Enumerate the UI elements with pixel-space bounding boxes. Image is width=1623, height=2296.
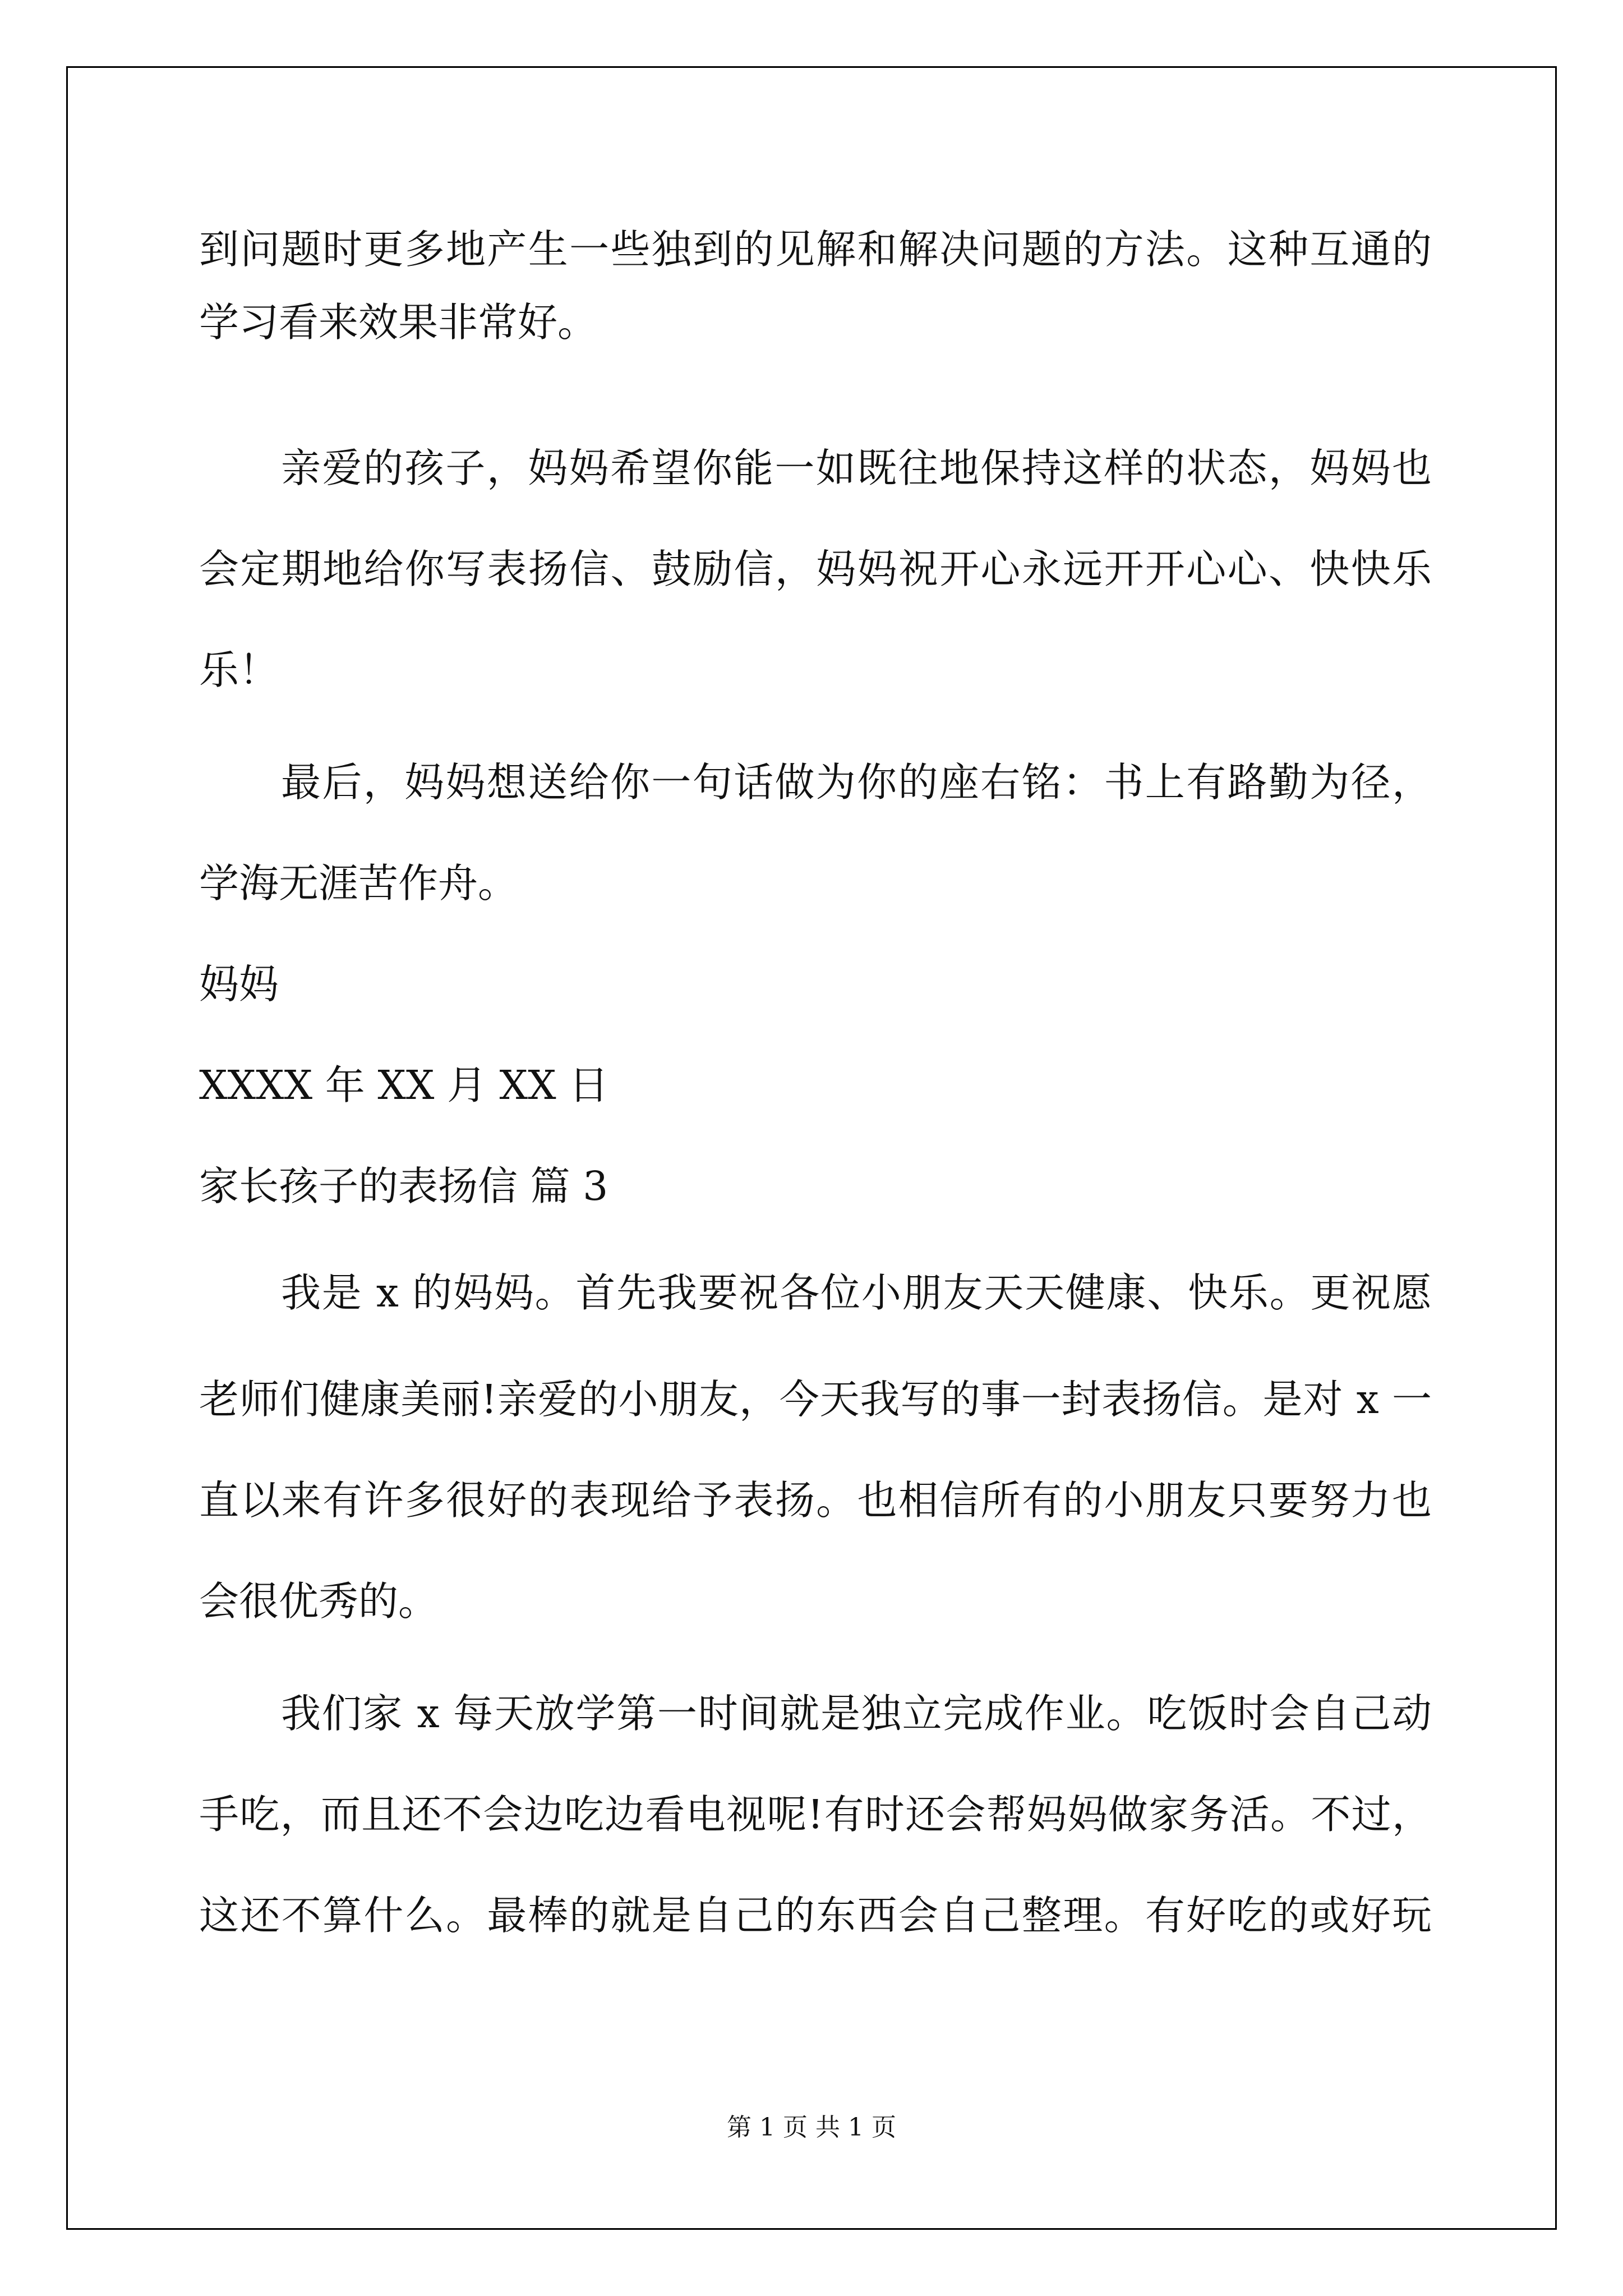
text-line: 亲爱的孩子，妈妈希望你能一如既往地保持这样的状态，妈妈也 bbox=[281, 445, 1432, 491]
text-line: 到问题时更多地产生一些独到的见解和解决问题的方法。这种互通的 bbox=[199, 226, 1432, 273]
text-line: 最后，妈妈想送给你一句话做为你的座右铭：书上有路勤为径， bbox=[281, 759, 1432, 806]
text-line: 直以来有许多很好的表现给予表扬。也相信所有的小朋友只要努力也 bbox=[199, 1477, 1432, 1524]
text-line: 乐！ bbox=[199, 647, 279, 693]
text-line: 我是 x 的妈妈。首先我要祝各位小朋友天天健康、快乐。更祝愿 bbox=[281, 1269, 1432, 1316]
signature: 妈妈 bbox=[199, 961, 279, 1007]
text-line: 学海无涯苦作舟。 bbox=[199, 860, 518, 907]
text-line: 我们家 x 每天放学第一时间就是独立完成作业。吃饭时会自己动 bbox=[281, 1690, 1432, 1737]
text-line: 会定期地给你写表扬信、鼓励信，妈妈祝开心永远开开心心、快快乐 bbox=[199, 546, 1432, 592]
text-line: 手吃，而且还不会边吃边看电视呢!有时还会帮妈妈做家务活。不过， bbox=[199, 1791, 1432, 1838]
text-line: 这还不算什么。最棒的就是自己的东西会自己整理。有好吃的或好玩 bbox=[199, 1892, 1432, 1939]
text-line: 老师们健康美丽!亲爱的小朋友，今天我写的事一封表扬信。是对 x 一 bbox=[199, 1376, 1432, 1423]
date-line: XXXX 年 XX 月 XX 日 bbox=[199, 1062, 609, 1108]
text-line: 会很优秀的。 bbox=[199, 1578, 439, 1625]
text-line: 学习看来效果非常好。 bbox=[199, 299, 598, 346]
section-heading: 家长孩子的表扬信 篇 3 bbox=[199, 1163, 608, 1209]
page-number: 第 1 页 共 1 页 bbox=[727, 2113, 896, 2142]
